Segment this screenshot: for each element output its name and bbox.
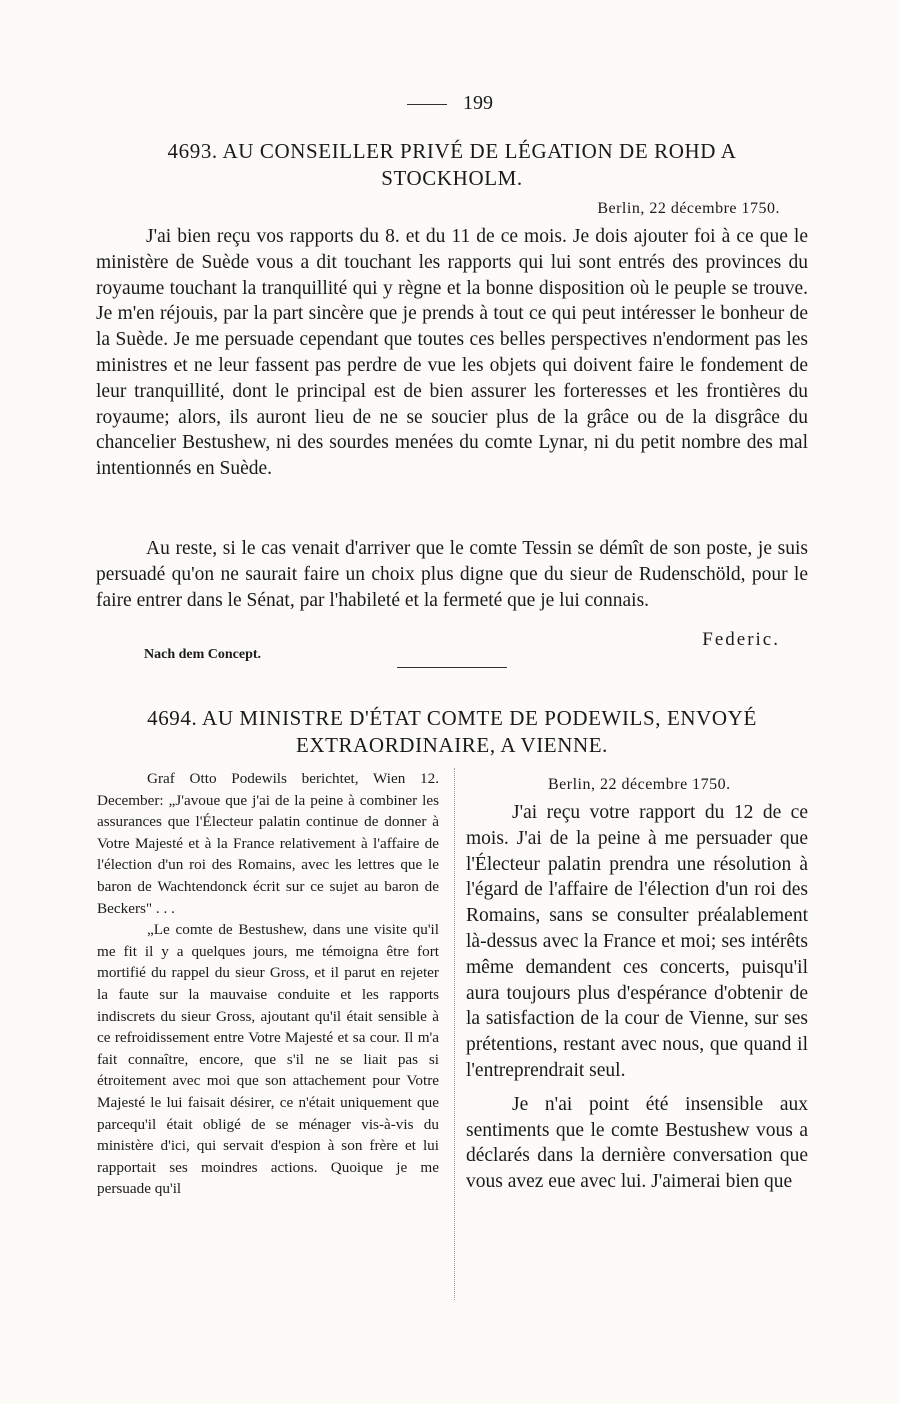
letter-4693-body bbox=[96, 224, 808, 482]
reply-paragraph: J'ai reçu votre rapport du 12 de ce mois. J'ai de la peine à me persuader que l'Électeur palatin prendra une résolution à l'égard de l'affaire de l'élection d'un roi des Romains, sans se consulter préalablement là-dessus avec la France et moi; ses intérêts même demandent ces concerts, puisqu'il aura toujours plus d'espérance d'obtenir de la satisfaction de la cour de Vienne, sur ses prétentions, restant avec nous, que quand il l'entreprendrait seul. bbox=[466, 802, 808, 1081]
section-divider bbox=[397, 667, 507, 668]
letter-4694-heading: 4694. AU MINISTRE D'ÉTAT COMTE DE PODEWILS, ENVOYÉ EXTRAORDINAIRE, A VIENNE. bbox=[147, 706, 757, 757]
letter-4693-date: Berlin, 22 décembre 1750. bbox=[597, 200, 780, 217]
reply-paragraph: Je n'ai point été insensible aux sentiments que le comte Bestushew vous a déclarés dans la dernière conversation que vous avez eue avec lui. J'aimerai bien que bbox=[466, 1093, 808, 1193]
summary-paragraph: „Le comte de Bestushew, dans une visite qu'il me fit il y a quelques jours, me témoigna être fort mortifié du rappel du sieur Gross, et il parut en rejeter la faute sur la mauvaise conduite et les rapports indiscrets du sieur Gross, ajoutant qu'il était sensible à ce refroidissement entre Votre Majesté et sa cour. Il m'a fait connaître, encore, que s'il ne se liait pas si étroitement avec moi que son attachement pour Votre Majesté le lui faisait désirer, ce n'était uniquement que parcequ'il était obligé de se ménager vis-à-vis du ministère d'ici, qui servait d'espion à son frère et lui rapportait ses moindres actions. Quoique je me persuade qu'il bbox=[97, 921, 439, 1198]
page-number-dash bbox=[407, 104, 447, 105]
letter-4693-paragraph: Au reste, si le cas venait d'arriver que le comte Tessin se démît de son poste, je suis persuadé qu'on ne saurait faire un choix plus digne que du sieur de Rudenschöld, pour le faire entrer dans le Sénat, par l'habileté et la fermeté que je lui connais. bbox=[96, 538, 808, 611]
page-number-text: 199 bbox=[463, 92, 493, 114]
letter-4693-paragraph: J'ai bien reçu vos rapports du 8. et du 11 de ce mois. Je dois ajouter foi à ce que le ministère de Suède vous a dit touchant les rapports qui lui sont entrés des provinces du royaume touchant la tranquillité qui y règne et la bonne disposition où le peuple se trouve. Je m'en réjouis, par la part sincère que je prends à tout ce qui peut intéresser le bonheur de la Suède. Je me persuade cependant que toutes ces belles perspectives n'endorment pas les ministres et ne leur fassent pas perdre de vue les objets qui doivent faire le fondement de leur tranquillité, dont le principal est de bien assurer les forteresses et les frontières du royaume; alors, ils auront lieu de ne se soucier plus de la grâce ou de la disgrâce du chancelier Bestushew, ni des sourdes menées du comte Lynar, ni du petit nombre des mal intentionnés en Suède. bbox=[96, 226, 808, 480]
reply-column bbox=[466, 800, 808, 1195]
summary-paragraph: Graf Otto Podewils berichtet, Wien 12. December: „J'avoue que j'ai de la peine à combiner les assurances que l'Électeur palatin continue de donner à Votre Majesté et à la France relativement à l'affaire de l'élection d'un roi des Romains, avec les lettres que le baron de Wachtendonck écrit sur ce sujet au baron de Beckers" . . . bbox=[97, 770, 439, 917]
source-note: Nach dem Concept. bbox=[144, 647, 262, 662]
letter-4694-date: Berlin, 22 décembre 1750. bbox=[548, 776, 731, 793]
letter-4693-heading: 4693. AU CONSEILLER PRIVÉ DE LÉGATION DE ROHD A STOCKHOLM. bbox=[167, 139, 737, 190]
letter-4693-body-continued bbox=[96, 536, 808, 613]
report-summary-column bbox=[97, 768, 439, 1200]
page-number bbox=[0, 92, 900, 115]
signature: Federic. bbox=[702, 629, 780, 650]
column-divider bbox=[454, 768, 455, 1300]
